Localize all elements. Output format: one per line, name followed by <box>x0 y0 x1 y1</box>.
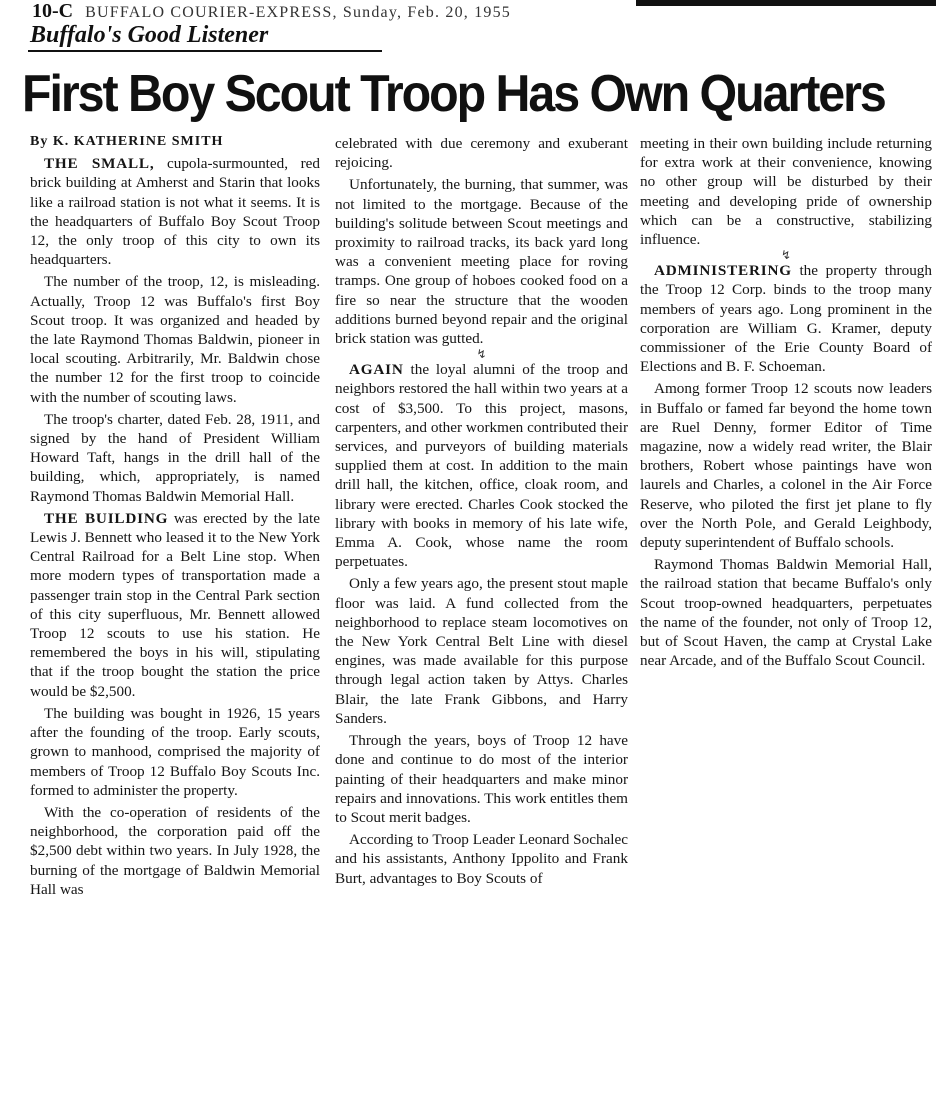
lead-in: ADMINISTERING <box>654 262 792 280</box>
paragraph-text: the loyal alumni of the troop and neighbors restored the hall within two years at a cost of $3,500. To this project, masons, carpenters, and other workmen contributed their services, and purveyors of building materials supplied them at cost. In addition to the main drill hall, the kitchen, office, cloak room, and library were erected. Charles Cook stocked the library with books in memory of his late wife, Emma A. Cook, whose name the room perpetuates. <box>335 361 628 571</box>
section-mark-icon: ↯ <box>780 248 792 263</box>
paragraph: Only a few years ago, the present stout maple floor was laid. A fund collected from the neighborhood to replace steam locomotives on the New York Central Belt Line with diesel engines, was made available for this purpose through legal action taken by Attys. Charles Blair, the late Frank Gibbons, and Harry Sanders. <box>335 575 628 727</box>
column-2 <box>335 134 628 1114</box>
paragraph: The building was bought in 1926, 15 years after the founding of the troop. Early scouts, grown to manhood, comprised the majority of members of Troop 12 Buffalo Boy Scouts Inc. formed to administer the property. <box>30 704 320 799</box>
column-1 <box>30 132 320 1112</box>
section-mark-icon: ↯ <box>476 347 487 362</box>
paragraph: Unfortunately, the burning, that summer, was not limited to the mortgage. Because of the building's solitude between Scout meetings and proximity to railroad tracks, its back yard long was a convenient meeting place for roving tramps. One group of hoboes cooked food on a fire so near the structure that the wooden additions burned beyond repair and the original brick station was gutted. <box>335 176 628 348</box>
paragraph: The number of the troop, 12, is misleading. Actually, Troop 12 was Buffalo's first Boy Scout troop. It was organized and headed by the late Raymond Thomas Baldwin, pioneer in local scouting. Arbitrarily, Mr. Baldwin chose the number 12 for the first troop to coincide with the number of scouting laws. <box>30 273 320 406</box>
paragraph <box>30 509 320 701</box>
lead-in: AGAIN <box>349 361 404 379</box>
paragraph: Among former Troop 12 scouts now leaders in Buffalo or famed far beyond the home town are Ruel Denny, former Editor of Time magazine, now a widely read writer, the Blair brothers, Robert whose paintings have won laurels and Charles, a colonel in the Air Force Reserve, who piloted the first jet plane to fly over the North Pole, and Gerald Leighbody, deputy superintendent of Buffalo schools. <box>640 380 932 552</box>
paragraph <box>30 154 320 269</box>
paragraph: Through the years, boys of Troop 12 have done and continue to do most of the interior painting of their headquarters and make minor repairs and innovations. This work entitles them to Scout merit badges. <box>335 732 628 826</box>
paragraph: The troop's charter, dated Feb. 28, 1911, and signed by the hand of President William Howard Taft, hangs in the drill hall of the building, which, appropriately, is named Raymond Thomas Baldwin Memorial Hall. <box>30 410 320 505</box>
kicker-rule <box>28 50 382 52</box>
paragraph-continued: celebrated with due ceremony and exuberant rejoicing. <box>335 135 628 172</box>
kicker: Buffalo's Good Listener <box>30 22 269 48</box>
paragraph-text: cupola-surmounted, red brick building at Amherst and Starin that looks like a railroad station is not what it seems. It is the headquarters of Buffalo Boy Scout Troop 12, the only troop of this city to own its headquarters. <box>30 155 320 269</box>
paragraph-text: the property through the Troop 12 Corp. binds to the troop many members of years ago. Long prominent in the corporation are William G. Kramer, deputy commissioner of the Erie County Board of Elections and B. F. Schoeman. <box>640 262 932 376</box>
paragraph: Raymond Thomas Baldwin Memorial Hall, the railroad station that became Buffalo's only Scout troop-owned headquarters, perpetuates the name of the founder, not only of Troop 12, but of Scout Haven, the camp at Crystal Lake near Arcade, and of the Buffalo Scout Council. <box>640 556 932 670</box>
lead-in: THE SMALL, <box>44 155 155 173</box>
paragraph-continued: meeting in their own building include returning for extra work at their convenience, knowing no other group will be disturbed by their meeting and developing pride of ownership which can be a constructive, stabilizing influence. <box>640 135 932 249</box>
page-number: 10-C <box>32 0 74 22</box>
paragraph: According to Troop Leader Leonard Sochalec and his assistants, Anthony Ippolito and Frank Burt, advantages to Boy Scouts of <box>335 831 628 887</box>
top-rule <box>636 0 936 6</box>
dateline <box>32 0 632 20</box>
byline: By K. KATHERINE SMITH <box>30 134 224 149</box>
paragraph <box>335 360 628 571</box>
headline: First Boy Scout Troop Has Own Quarters <box>22 65 885 123</box>
paragraph <box>640 261 932 376</box>
lead-in: THE BUILDING <box>44 509 169 527</box>
column-3 <box>640 134 932 1114</box>
paragraph-text: was erected by the late Lewis J. Bennett who leased it to the New York Central Railroad for a Belt Line stop. When more modern types of transportation made a passenger train stop in the Central Park section of this city superfluous, Mr. Bennett allowed Troop 12 scouts to use his station. He remembered the boys in his will, stipulating that if the troop bought the station the price would be $2,500. <box>30 509 320 700</box>
publication-date: BUFFALO COURIER-EXPRESS, Sunday, Feb. 20, 1955 <box>85 4 512 21</box>
paragraph: With the co-operation of residents of the neighborhood, the corporation paid off the $2,500 debt within two years. In July 1928, the burning of the mortgage of Baldwin Memorial Hall was <box>30 803 320 898</box>
